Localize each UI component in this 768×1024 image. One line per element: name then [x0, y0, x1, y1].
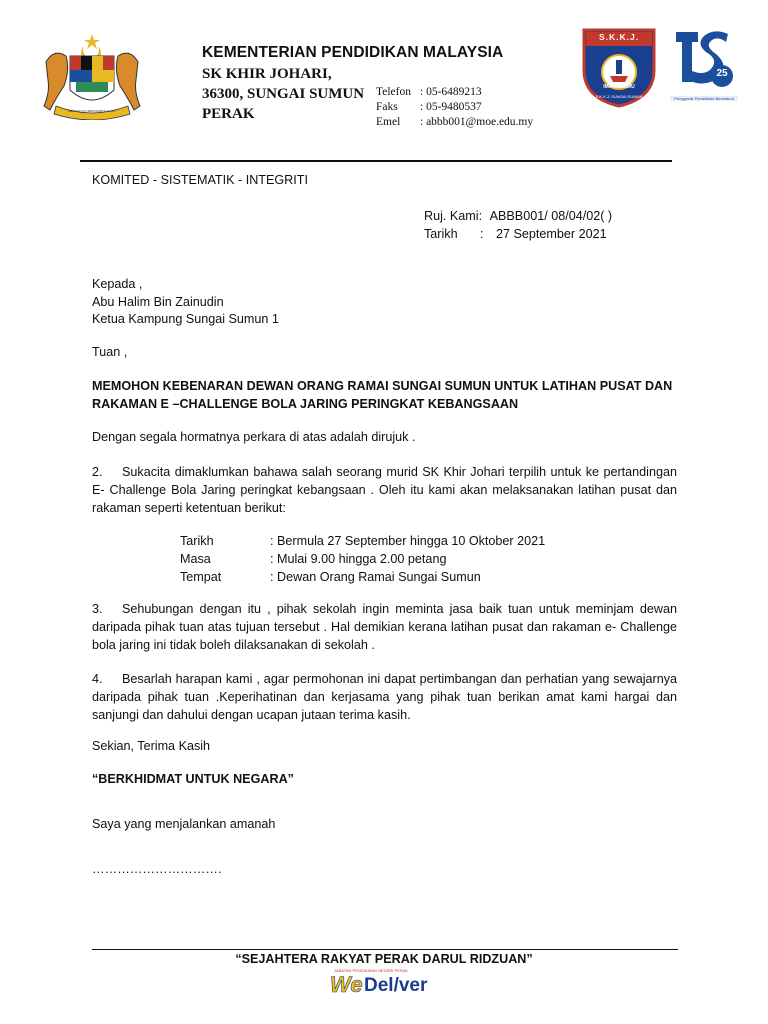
closing-line: Sekian, Terima Kasih — [92, 739, 211, 753]
paragraph-number: 3. — [92, 602, 103, 616]
school-logo-motto: IMAN & ILMU — [603, 84, 635, 90]
recipient-block — [92, 276, 279, 329]
header-divider — [80, 160, 672, 162]
reference-row — [424, 207, 612, 225]
wedeliver-logo-deliver: Del/ver — [364, 975, 428, 996]
footer-divider — [92, 949, 678, 950]
paragraph-text: Sehubungan dengan itu , pihak sekolah ingin meminta jasa baik tuan untuk meminjam dewan daripada pihak tuan atas tujuan tersebut . Hal demikian kerana latihan pusat dan rakaman e- Challenge bola jaring ini tidak boleh dilaksanakan di sekolah . — [92, 602, 677, 652]
slogan: “BERKHIDMAT UNTUK NEGARA” — [92, 772, 294, 786]
school-address-line2: PERAK — [202, 106, 255, 122]
detail-label: Tempat — [180, 570, 222, 584]
wedeliver-logo — [330, 968, 440, 998]
wedeliver-logo-small-text: JABATAN PENDIDIKAN NEGERI PERAK — [334, 968, 409, 973]
details-table — [180, 532, 545, 586]
reference-block — [424, 207, 612, 243]
recipient-title: Ketua Kampung Sungai Sumun 1 — [92, 312, 279, 326]
ministry-name: KEMENTERIAN PENDIDIKAN MALAYSIA — [202, 44, 504, 61]
detail-row — [180, 532, 545, 550]
detail-value: : Mulai 9.00 hingga 2.00 petang — [270, 552, 447, 566]
date-sep: : — [480, 227, 484, 241]
ruj-value: ABBB001/ 08/04/02( ) — [489, 209, 613, 223]
school-logo-icon — [580, 26, 658, 108]
paragraph-number: 4. — [92, 672, 103, 686]
detail-row — [180, 568, 545, 586]
paragraph-text: Besarlah harapan kami , agar permohonan ini dapat pertimbangan dan perhatian yang sewajarnya daripada pihak tuan .Keperihatinan dan kerjasama yang pihak tuan berikan amat kami hargai dan sanjungi dan dahului dengan ucapan jutaan terima kasih. — [92, 672, 677, 722]
paragraph-2 — [92, 463, 677, 517]
school-logo-ring: S.K.K.J. SUNGAI SUMUN — [595, 94, 643, 99]
crest-motto: BERSEKUTU BERTAMBAH MUTU — [68, 109, 116, 113]
school-address-line1: 36300, SUNGAI SUMUN — [202, 86, 365, 102]
contact-value: : abbb001@moe.edu.my — [420, 116, 534, 128]
detail-label: Masa — [180, 552, 211, 566]
signoff-line: Saya yang menjalankan amanah — [92, 817, 276, 831]
detail-value: : Bermula 27 September hingga 10 Oktober 2021 — [270, 534, 546, 548]
contact-block — [376, 85, 533, 130]
detail-value: : Dewan Orang Ramai Sungai Sumun — [270, 570, 481, 584]
ts25-logo-icon — [670, 24, 738, 110]
contact-value: : 05-9480537 — [420, 101, 482, 113]
contact-row — [376, 100, 533, 115]
footer-slogan: “SEJAHTERA RAKYAT PERAK DARUL RIDZUAN” — [235, 952, 533, 966]
date-label: Tarikh — [424, 227, 458, 241]
recipient-kepada: Kepada , — [92, 277, 143, 291]
paragraph-4 — [92, 670, 677, 724]
contact-row — [376, 85, 533, 100]
paragraph-3 — [92, 600, 677, 654]
school-name: SK KHIR JOHARI, — [202, 66, 332, 82]
malaysia-crest-icon — [40, 32, 144, 120]
wedeliver-logo-we: We — [330, 972, 363, 997]
subject-heading: MEMOHON KEBENARAN DEWAN ORANG RAMAI SUNGAI SUMUN UNTUK LATIHAN PUSAT DAN RAKAMAN E –CHALLENGE BOLA JARING PERINGKAT KEBANGSAAN — [92, 379, 673, 411]
date-row — [424, 225, 612, 243]
ts25-logo-caption: Penggerak Pendidikan Bermakna — [670, 96, 738, 101]
date-value: 27 September 2021 — [496, 227, 607, 241]
contact-label: Telefon — [376, 86, 411, 98]
ts25-logo-number: 25 — [716, 68, 728, 79]
motto-line: KOMITED - SISTEMATIK - INTEGRITI — [92, 173, 308, 187]
paragraph-number: 2. — [92, 465, 103, 479]
school-logo-text: S.K.K.J. — [598, 32, 640, 42]
detail-row — [180, 550, 545, 568]
contact-label: Emel — [376, 116, 401, 128]
ruj-label: Ruj. Kami: — [424, 209, 483, 223]
paragraph-text: Sukacita dimaklumkan bahawa salah seorang murid SK Khir Johari terpilih untuk ke pertandingan E- Challenge Bola Jaring peringkat kebangsaan . Oleh itu kami akan melaksanakan latihan pusat dan rakaman seperti ketentuan berikut: — [92, 465, 677, 515]
contact-label: Faks — [376, 101, 398, 113]
contact-value: : 05-6489213 — [420, 86, 482, 98]
salutation: Tuan , — [92, 345, 128, 359]
opening-line: Dengan segala hormatnya perkara di atas adalah dirujuk . — [92, 430, 416, 444]
detail-label: Tarikh — [180, 534, 214, 548]
signature-line: …………………………. — [92, 862, 222, 876]
contact-row — [376, 115, 533, 130]
recipient-name: Abu Halim Bin Zainudin — [92, 294, 224, 309]
